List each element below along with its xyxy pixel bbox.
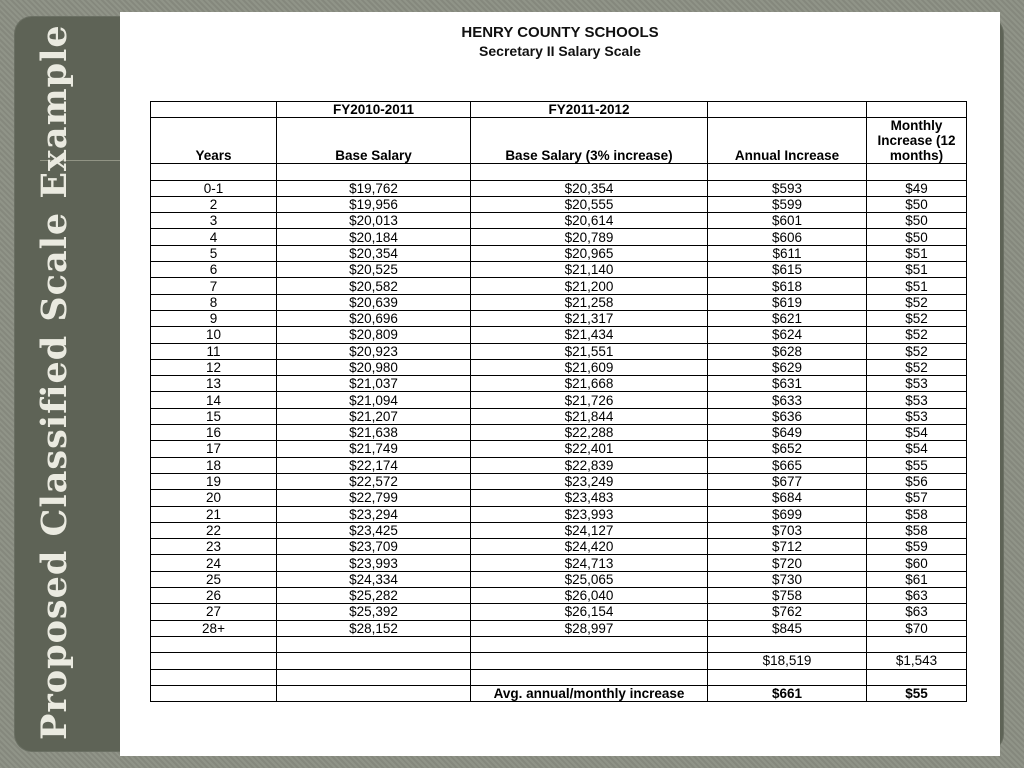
years-cell: 14 [151, 392, 277, 408]
base-salary-cell: $21,749 [277, 441, 471, 457]
monthly-increase-cell: $52 [867, 310, 967, 326]
years-cell: 17 [151, 441, 277, 457]
years-cell: 13 [151, 376, 277, 392]
years-cell: 22 [151, 522, 277, 538]
base-salary-increase-cell: $20,965 [471, 245, 708, 261]
monthly-increase-cell: $52 [867, 327, 967, 343]
base-salary-cell: $22,572 [277, 473, 471, 489]
base-salary-increase-cell: $22,839 [471, 457, 708, 473]
base-salary-increase-cell: $24,713 [471, 555, 708, 571]
annual-increase-cell: $762 [708, 604, 867, 620]
fy2011-header: FY2011-2012 [471, 102, 708, 118]
years-cell: 12 [151, 359, 277, 375]
base-salary-cell: $21,094 [277, 392, 471, 408]
monthly-increase-cell: $60 [867, 555, 967, 571]
fy2010-header: FY2010-2011 [277, 102, 471, 118]
table-row [151, 490, 967, 506]
monthly-increase-cell: $50 [867, 196, 967, 212]
table-row [151, 408, 967, 424]
years-cell: 10 [151, 327, 277, 343]
table-row [151, 457, 967, 473]
annual-increase-cell: $712 [708, 539, 867, 555]
base-salary-cell: $20,184 [277, 229, 471, 245]
base-salary-increase-cell: $20,789 [471, 229, 708, 245]
annual-increase-header: Annual Increase [708, 118, 867, 164]
years-cell: 16 [151, 425, 277, 441]
years-cell: 6 [151, 262, 277, 278]
base-salary-cell: $25,392 [277, 604, 471, 620]
table-row [151, 245, 967, 261]
base-salary-cell: $20,696 [277, 310, 471, 326]
document-subtitle: Secretary II Salary Scale [479, 43, 641, 59]
monthly-increase-cell: $49 [867, 180, 967, 196]
table-row [151, 425, 967, 441]
years-cell: 4 [151, 229, 277, 245]
base-salary-cell: $21,207 [277, 408, 471, 424]
document-title: HENRY COUNTY SCHOOLS [461, 24, 659, 41]
base-salary-cell: $20,582 [277, 278, 471, 294]
annual-increase-cell: $720 [708, 555, 867, 571]
total-monthly-increase: $1,543 [867, 653, 967, 669]
years-cell: 25 [151, 571, 277, 587]
base-salary-cell: $21,638 [277, 425, 471, 441]
table-row [151, 392, 967, 408]
slide-title: Proposed Classified Scale Example [34, 24, 75, 740]
table-row [151, 539, 967, 555]
years-cell: 3 [151, 213, 277, 229]
monthly-increase-cell: $56 [867, 473, 967, 489]
table-row [151, 180, 967, 196]
table-row [151, 278, 967, 294]
base-salary-cell: $22,174 [277, 457, 471, 473]
years-cell: 20 [151, 490, 277, 506]
base-salary-increase-cell: $23,249 [471, 473, 708, 489]
base-salary-cell: $24,334 [277, 571, 471, 587]
table-row [151, 604, 967, 620]
monthly-increase-header: Monthly Increase (12 months) [867, 118, 967, 164]
years-cell: 24 [151, 555, 277, 571]
annual-increase-cell: $628 [708, 343, 867, 359]
spacer-row [151, 669, 967, 685]
table-row [151, 376, 967, 392]
monthly-increase-cell: $52 [867, 343, 967, 359]
table-row [151, 555, 967, 571]
base-salary-cell: $20,354 [277, 245, 471, 261]
base-salary-cell: $23,294 [277, 506, 471, 522]
table-row [151, 294, 967, 310]
table-row [151, 196, 967, 212]
annual-increase-cell: $601 [708, 213, 867, 229]
monthly-increase-cell: $70 [867, 620, 967, 636]
annual-increase-cell: $631 [708, 376, 867, 392]
base-salary-increase-cell: $23,483 [471, 490, 708, 506]
years-cell: 0-1 [151, 180, 277, 196]
annual-increase-cell: $621 [708, 310, 867, 326]
monthly-increase-cell: $51 [867, 245, 967, 261]
column-header-row [151, 118, 967, 164]
monthly-increase-cell: $50 [867, 229, 967, 245]
annual-increase-cell: $606 [708, 229, 867, 245]
years-cell: 23 [151, 539, 277, 555]
annual-increase-cell: $684 [708, 490, 867, 506]
base-salary-increase-cell: $21,609 [471, 359, 708, 375]
base-salary-header: Base Salary [277, 118, 471, 164]
years-cell: 8 [151, 294, 277, 310]
base-salary-increase-cell: $28,997 [471, 620, 708, 636]
salary-scale-document [120, 12, 1000, 756]
annual-increase-cell: $730 [708, 571, 867, 587]
base-salary-increase-cell: $22,288 [471, 425, 708, 441]
base-salary-cell: $23,425 [277, 522, 471, 538]
base-salary-increase-cell: $21,434 [471, 327, 708, 343]
base-salary-cell: $20,809 [277, 327, 471, 343]
years-cell: 26 [151, 588, 277, 604]
header-top-cell [151, 102, 277, 118]
years-cell: 5 [151, 245, 277, 261]
monthly-increase-cell: $54 [867, 441, 967, 457]
annual-increase-cell: $611 [708, 245, 867, 261]
monthly-increase-cell: $58 [867, 522, 967, 538]
base-salary-cell: $20,980 [277, 359, 471, 375]
annual-increase-cell: $615 [708, 262, 867, 278]
annual-increase-cell: $665 [708, 457, 867, 473]
table-row [151, 473, 967, 489]
years-cell: 18 [151, 457, 277, 473]
total-annual-increase: $18,519 [708, 653, 867, 669]
base-salary-cell: $20,013 [277, 213, 471, 229]
monthly-increase-cell: $51 [867, 262, 967, 278]
monthly-increase-cell: $59 [867, 539, 967, 555]
monthly-increase-cell: $63 [867, 604, 967, 620]
base-salary-cell: $25,282 [277, 588, 471, 604]
base-salary-increase-cell: $21,200 [471, 278, 708, 294]
annual-increase-cell: $677 [708, 473, 867, 489]
base-salary-cell: $28,152 [277, 620, 471, 636]
annual-increase-cell: $652 [708, 441, 867, 457]
monthly-increase-cell: $61 [867, 571, 967, 587]
table-row [151, 229, 967, 245]
monthly-increase-cell: $57 [867, 490, 967, 506]
base-salary-increase-cell: $21,726 [471, 392, 708, 408]
annual-increase-cell: $593 [708, 180, 867, 196]
table-row [151, 343, 967, 359]
table-row [151, 310, 967, 326]
table-row [151, 441, 967, 457]
annual-increase-cell: $599 [708, 196, 867, 212]
years-cell: 2 [151, 196, 277, 212]
base-salary-increase-cell: $20,354 [471, 180, 708, 196]
average-label: Avg. annual/monthly increase [471, 685, 708, 701]
years-header: Years [151, 118, 277, 164]
monthly-increase-cell: $52 [867, 359, 967, 375]
annual-increase-cell: $699 [708, 506, 867, 522]
monthly-increase-cell: $52 [867, 294, 967, 310]
base-salary-cell: $20,639 [277, 294, 471, 310]
base-salary-increase-cell: $21,844 [471, 408, 708, 424]
table-row [151, 588, 967, 604]
base-salary-increase-cell: $21,668 [471, 376, 708, 392]
base-salary-increase-cell: $26,040 [471, 588, 708, 604]
monthly-increase-cell: $63 [867, 588, 967, 604]
years-cell: 28+ [151, 620, 277, 636]
table-row [151, 327, 967, 343]
monthly-increase-cell: $53 [867, 408, 967, 424]
years-cell: 19 [151, 473, 277, 489]
average-annual-increase: $661 [708, 685, 867, 701]
base-salary-cell: $23,993 [277, 555, 471, 571]
annual-increase-cell: $758 [708, 588, 867, 604]
table-row [151, 506, 967, 522]
header-top-cell [708, 102, 867, 118]
monthly-increase-cell: $53 [867, 392, 967, 408]
base-salary-increase-cell: $20,614 [471, 213, 708, 229]
base-salary-increase-cell: $21,317 [471, 310, 708, 326]
annual-increase-cell: $619 [708, 294, 867, 310]
annual-increase-cell: $649 [708, 425, 867, 441]
monthly-increase-cell: $51 [867, 278, 967, 294]
table-row [151, 262, 967, 278]
salary-scale-table [150, 101, 967, 702]
base-salary-increase-cell: $24,127 [471, 522, 708, 538]
base-salary-increase-cell: $21,551 [471, 343, 708, 359]
base-salary-increase-cell: $21,258 [471, 294, 708, 310]
annual-increase-cell: $629 [708, 359, 867, 375]
annual-increase-cell: $633 [708, 392, 867, 408]
base-salary-cell: $22,799 [277, 490, 471, 506]
base-salary-increase-cell: $23,993 [471, 506, 708, 522]
table-row [151, 213, 967, 229]
monthly-increase-cell: $50 [867, 213, 967, 229]
fiscal-year-header-row [151, 102, 967, 118]
base-salary-increase-cell: $21,140 [471, 262, 708, 278]
annual-increase-cell: $703 [708, 522, 867, 538]
base-salary-cell: $20,525 [277, 262, 471, 278]
table-row [151, 359, 967, 375]
base-salary-increase-header: Base Salary (3% increase) [471, 118, 708, 164]
years-cell: 15 [151, 408, 277, 424]
base-salary-cell: $19,762 [277, 180, 471, 196]
base-salary-increase-cell: $24,420 [471, 539, 708, 555]
years-cell: 27 [151, 604, 277, 620]
total-row [151, 653, 967, 669]
base-salary-increase-cell: $25,065 [471, 571, 708, 587]
monthly-increase-cell: $55 [867, 457, 967, 473]
years-cell: 11 [151, 343, 277, 359]
base-salary-cell: $21,037 [277, 376, 471, 392]
average-row [151, 685, 967, 701]
monthly-increase-cell: $58 [867, 506, 967, 522]
header-top-cell [867, 102, 967, 118]
base-salary-increase-cell: $20,555 [471, 196, 708, 212]
table-row [151, 620, 967, 636]
annual-increase-cell: $636 [708, 408, 867, 424]
spacer-row [151, 164, 967, 180]
average-monthly-increase: $55 [867, 685, 967, 701]
base-salary-increase-cell: $26,154 [471, 604, 708, 620]
annual-increase-cell: $845 [708, 620, 867, 636]
base-salary-cell: $20,923 [277, 343, 471, 359]
years-cell: 9 [151, 310, 277, 326]
annual-increase-cell: $618 [708, 278, 867, 294]
spacer-row [151, 636, 967, 652]
base-salary-cell: $23,709 [277, 539, 471, 555]
years-cell: 21 [151, 506, 277, 522]
table-row [151, 571, 967, 587]
monthly-increase-cell: $54 [867, 425, 967, 441]
monthly-increase-cell: $53 [867, 376, 967, 392]
years-cell: 7 [151, 278, 277, 294]
table-row [151, 522, 967, 538]
annual-increase-cell: $624 [708, 327, 867, 343]
base-salary-increase-cell: $22,401 [471, 441, 708, 457]
base-salary-cell: $19,956 [277, 196, 471, 212]
